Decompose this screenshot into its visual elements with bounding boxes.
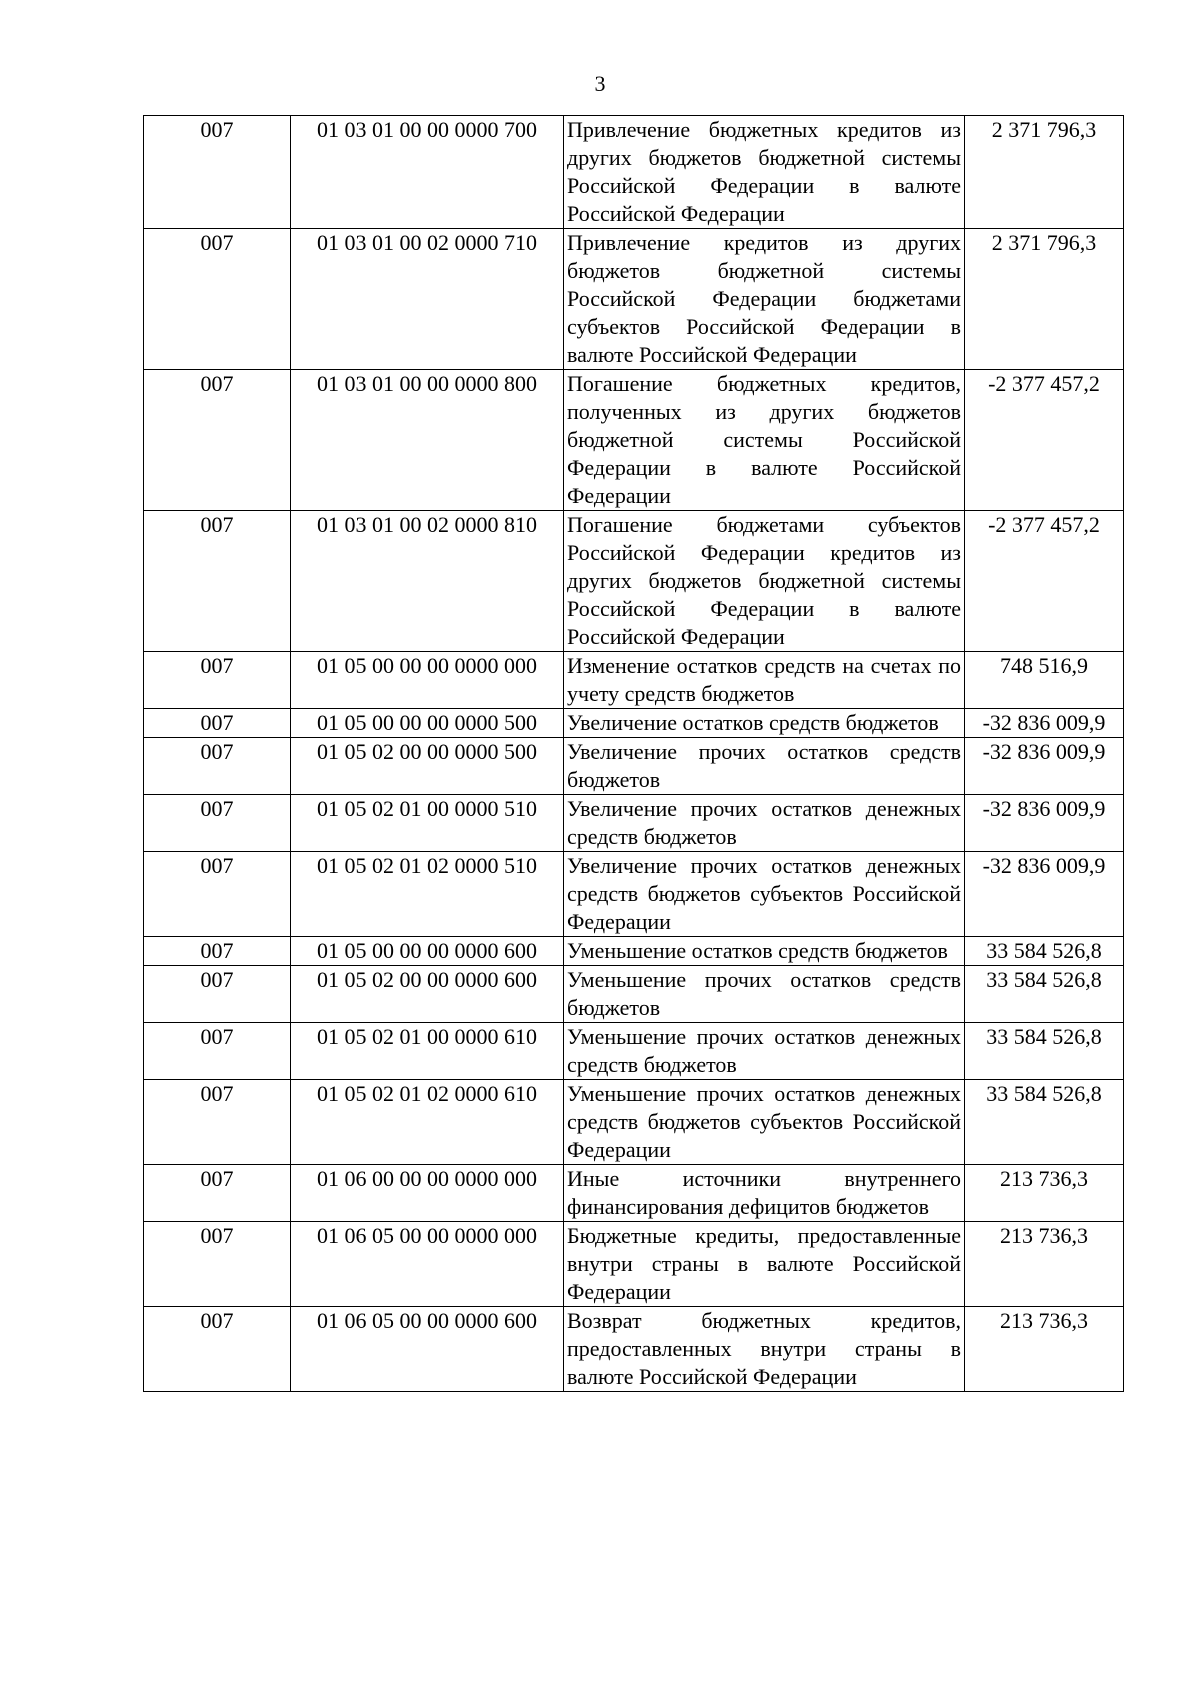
admin-code-cell: 007 <box>144 1080 291 1165</box>
admin-code-cell: 007 <box>144 966 291 1023</box>
source-name-cell: Изменение остатков средств на счетах по учету средств бюджетов <box>564 652 965 709</box>
table-row <box>144 795 1124 852</box>
table-row <box>144 1222 1124 1307</box>
amount-cell: -32 836 009,9 <box>965 795 1124 852</box>
source-name-cell: Уменьшение остатков средств бюджетов <box>564 937 965 966</box>
amount-cell: 213 736,3 <box>965 1307 1124 1392</box>
table-row <box>144 966 1124 1023</box>
source-name-cell: Увеличение прочих остатков средств бюджетов <box>564 738 965 795</box>
admin-code-cell: 007 <box>144 937 291 966</box>
admin-code-cell: 007 <box>144 709 291 738</box>
classification-code-cell: 01 06 05 00 00 0000 000 <box>291 1222 564 1307</box>
table-row <box>144 709 1124 738</box>
classification-code-cell: 01 05 00 00 00 0000 500 <box>291 709 564 738</box>
amount-cell: 748 516,9 <box>965 652 1124 709</box>
table-row <box>144 370 1124 511</box>
admin-code-cell: 007 <box>144 1165 291 1222</box>
admin-code-cell: 007 <box>144 116 291 229</box>
admin-code-cell: 007 <box>144 795 291 852</box>
source-name-cell: Увеличение прочих остатков денежных средств бюджетов субъектов Российской Федерации <box>564 852 965 937</box>
amount-cell: -32 836 009,9 <box>965 738 1124 795</box>
classification-code-cell: 01 05 00 00 00 0000 000 <box>291 652 564 709</box>
admin-code-cell: 007 <box>144 511 291 652</box>
amount-cell: 213 736,3 <box>965 1222 1124 1307</box>
amount-cell: -2 377 457,2 <box>965 370 1124 511</box>
classification-code-cell: 01 05 02 01 00 0000 510 <box>291 795 564 852</box>
classification-code-cell: 01 05 00 00 00 0000 600 <box>291 937 564 966</box>
source-name-cell: Иные источники внутреннего финансирования дефицитов бюджетов <box>564 1165 965 1222</box>
classification-code-cell: 01 05 02 01 00 0000 610 <box>291 1023 564 1080</box>
classification-code-cell: 01 03 01 00 00 0000 800 <box>291 370 564 511</box>
table-row <box>144 229 1124 370</box>
source-name-cell: Привлечение кредитов из других бюджетов бюджетной системы Российской Федерации бюджетами субъектов Российской Федерации в валюте Российской Федерации <box>564 229 965 370</box>
source-name-cell: Привлечение бюджетных кредитов из других бюджетов бюджетной системы Российской Федерации в валюте Российской Федерации <box>564 116 965 229</box>
table-row <box>144 1165 1124 1222</box>
amount-cell: 33 584 526,8 <box>965 1023 1124 1080</box>
table-row <box>144 852 1124 937</box>
page-number: 3 <box>594 71 606 96</box>
table-row <box>144 738 1124 795</box>
amount-cell: 2 371 796,3 <box>965 229 1124 370</box>
amount-cell: -32 836 009,9 <box>965 852 1124 937</box>
classification-code-cell: 01 03 01 00 00 0000 700 <box>291 116 564 229</box>
classification-code-cell: 01 03 01 00 02 0000 710 <box>291 229 564 370</box>
table-row <box>144 511 1124 652</box>
admin-code-cell: 007 <box>144 370 291 511</box>
table-row <box>144 652 1124 709</box>
classification-code-cell: 01 05 02 01 02 0000 610 <box>291 1080 564 1165</box>
admin-code-cell: 007 <box>144 1307 291 1392</box>
source-name-cell: Увеличение прочих остатков денежных средств бюджетов <box>564 795 965 852</box>
source-name-cell: Уменьшение прочих остатков средств бюджетов <box>564 966 965 1023</box>
amount-cell: 33 584 526,8 <box>965 937 1124 966</box>
table-row <box>144 116 1124 229</box>
admin-code-cell: 007 <box>144 738 291 795</box>
source-name-cell: Возврат бюджетных кредитов, предоставленных внутри страны в валюте Российской Федерации <box>564 1307 965 1392</box>
admin-code-cell: 007 <box>144 1222 291 1307</box>
admin-code-cell: 007 <box>144 229 291 370</box>
admin-code-cell: 007 <box>144 852 291 937</box>
classification-code-cell: 01 03 01 00 02 0000 810 <box>291 511 564 652</box>
table-row <box>144 1307 1124 1392</box>
amount-cell: 33 584 526,8 <box>965 1080 1124 1165</box>
admin-code-cell: 007 <box>144 652 291 709</box>
source-name-cell: Погашение бюджетных кредитов, полученных из других бюджетов бюджетной системы Российской Федерации в валюте Российской Федерации <box>564 370 965 511</box>
classification-code-cell: 01 06 00 00 00 0000 000 <box>291 1165 564 1222</box>
classification-code-cell: 01 05 02 01 02 0000 510 <box>291 852 564 937</box>
amount-cell: -32 836 009,9 <box>965 709 1124 738</box>
classification-code-cell: 01 06 05 00 00 0000 600 <box>291 1307 564 1392</box>
amount-cell: -2 377 457,2 <box>965 511 1124 652</box>
source-name-cell: Уменьшение прочих остатков денежных средств бюджетов <box>564 1023 965 1080</box>
table-row <box>144 937 1124 966</box>
source-name-cell: Погашение бюджетами субъектов Российской Федерации кредитов из других бюджетов бюджетной системы Российской Федерации в валюте Российской Федерации <box>564 511 965 652</box>
source-name-cell: Уменьшение прочих остатков денежных средств бюджетов субъектов Российской Федерации <box>564 1080 965 1165</box>
table-row <box>144 1080 1124 1165</box>
budget-sources-table <box>143 115 1124 1392</box>
table-row <box>144 1023 1124 1080</box>
amount-cell: 33 584 526,8 <box>965 966 1124 1023</box>
source-name-cell: Бюджетные кредиты, предоставленные внутри страны в валюте Российской Федерации <box>564 1222 965 1307</box>
source-name-cell: Увеличение остатков средств бюджетов <box>564 709 965 738</box>
amount-cell: 213 736,3 <box>965 1165 1124 1222</box>
amount-cell: 2 371 796,3 <box>965 116 1124 229</box>
classification-code-cell: 01 05 02 00 00 0000 500 <box>291 738 564 795</box>
admin-code-cell: 007 <box>144 1023 291 1080</box>
classification-code-cell: 01 05 02 00 00 0000 600 <box>291 966 564 1023</box>
